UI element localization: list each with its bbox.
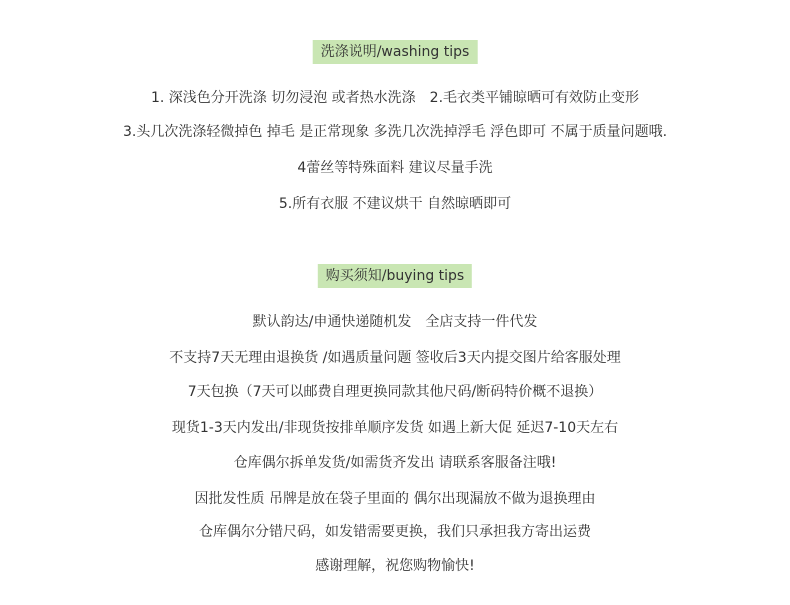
- buying-line-dispatch: 现货1-3天内发出/非现货按排单顺序发货 如遇上新大促 延迟7-10天左右: [171, 420, 619, 436]
- washing-line-5: 5.所有衣服 不建议烘干 自然晾晒即可: [278, 196, 512, 212]
- washing-line-1: 1. 深浅色分开洗涤 切勿浸泡 或者热水洗涤: [150, 90, 416, 106]
- buying-line-returns: 不支持7天无理由退换货 /如遇质量问题 签收后3天内提交图片给客服处理: [169, 350, 621, 366]
- buying-line-dropship: 全店支持一件代发: [425, 314, 538, 330]
- buying-line-courier: 默认韵达/申通快递随机发: [252, 314, 412, 330]
- buying-line-shipping: [0, 312, 790, 332]
- buying-line-exchange: 7天包换（7天可以邮费自理更换同款其他尺码/断码特价概不退换）: [187, 384, 603, 400]
- washing-line-3: 3.头几次洗涤轻微掉色 掉毛 是正常现象 多洗几次洗掉浮毛 浮色即可 不属于质量问题哦.: [122, 124, 668, 140]
- washing-tips-heading: 洗涤说明/washing tips: [313, 40, 478, 64]
- buying-line-tags: 因批发性质 吊牌是放在袋子里面的 偶尔出现漏放不做为退换理由: [194, 491, 596, 507]
- buying-line-split-shipment: 仓库偶尔拆单发货/如需货齐发出 请联系客服备注哦!: [233, 455, 557, 471]
- buying-tips-heading: 购买须知/buying tips: [318, 264, 472, 288]
- washing-line-4: 4蕾丝等特殊面料 建议尽量手洗: [297, 160, 493, 176]
- buying-line-thanks: 感谢理解，祝您购物愉快!: [315, 558, 475, 574]
- buying-line-wrong-size: 仓库偶尔分错尺码，如发错需要更换，我们只承担我方寄出运费: [199, 524, 591, 540]
- washing-line-2: 2.毛衣类平铺晾晒可有效防止变形: [429, 90, 640, 106]
- washing-line-1-2: [0, 88, 790, 108]
